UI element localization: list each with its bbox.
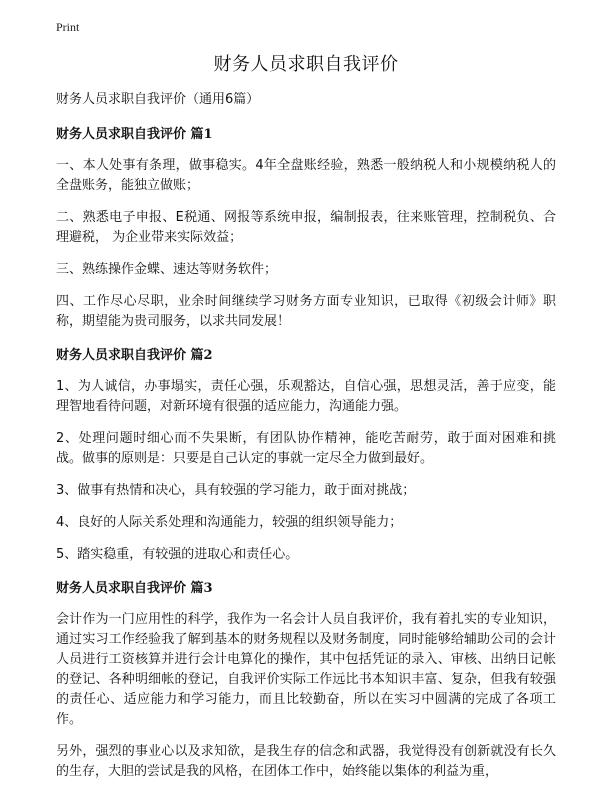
- section-1: [56, 123, 556, 332]
- section-heading: 财务人员求职自我评价 篇1: [56, 127, 213, 142]
- paragraph: 1、为人诚信，办事塌实，责任心强，乐观豁达，自信心强，思想灵活，善于应变，能理智地看待问题，对新环境有很强的适应能力，沟通能力强。: [56, 379, 556, 414]
- print-link[interactable]: Print: [56, 20, 80, 34]
- section-heading: 财务人员求职自我评价 篇3: [56, 581, 213, 596]
- document-body: [56, 50, 556, 794]
- paragraph: 一、本人处事有条理，做事稳实。4年全盘账经验，熟悉一般纳税人和小规模纳税人的全盘账务，能独立做账；: [56, 158, 556, 193]
- section-heading: 财务人员求职自我评价 篇2: [56, 348, 213, 363]
- subtitle: 财务人员求职自我评价（通用6篇）: [56, 92, 260, 107]
- paragraph: 另外，强烈的事业心以及求知欲，是我生存的信念和武器，我觉得没有创新就没有长久的生存，大胆的尝试是我的风格，在团体工作中，始终能以集体的利益为重，: [56, 744, 556, 779]
- page-title: 财务人员求职自我评价: [213, 54, 399, 75]
- paragraph: 会计作为一门应用性的科学，我作为一名会计人员自我评价，我有着扎实的专业知识，通过实习工作经验我了解到基本的财务规程以及财务制度，同时能够给辅助公司的会计人员进行工资核算并进行会计电算化的操作，其中包括凭证的录入、审核、出纳日记帐的登记、各种明细帐的登记，自我评价实际工作远比书本知识丰富、复杂，但我有较强的责任心、适应能力和学习能力，而且比较勤奋，所以在实习中圆满的完成了各项工作。: [56, 612, 556, 727]
- paragraph: 四、工作尽心尽职，业余时间继续学习财务方面专业知识，已取得《初级会计师》职称，期望能为贵司服务，以求共同发展！: [56, 294, 556, 329]
- section-3: [56, 577, 556, 782]
- paragraph: 三、熟练操作金蝶、速达等财务软件；: [56, 262, 278, 277]
- paragraph: 3、做事有热情和决心，具有较强的学习能力，敢于面对挑战；: [56, 483, 416, 498]
- paragraph: 2、处理问题时细心而不失果断，有团队协作精神，能吃苦耐劳，敢于面对困难和挑战。做事的原则是：只要是自己认定的事就一定尽全力做到最好。: [56, 431, 556, 466]
- paragraph: 二、熟悉电子申报、E税通、网报等系统申报，编制报表，往来账管理，控制税负、合理避税， 为企业带来实际效益；: [56, 210, 556, 245]
- paragraph: 4、良好的人际关系处理和沟通能力，较强的组织领导能力；: [56, 515, 403, 530]
- section-2: [56, 344, 556, 565]
- paragraph: 5、踏实稳重，有较强的进取心和责任心。: [56, 547, 299, 562]
